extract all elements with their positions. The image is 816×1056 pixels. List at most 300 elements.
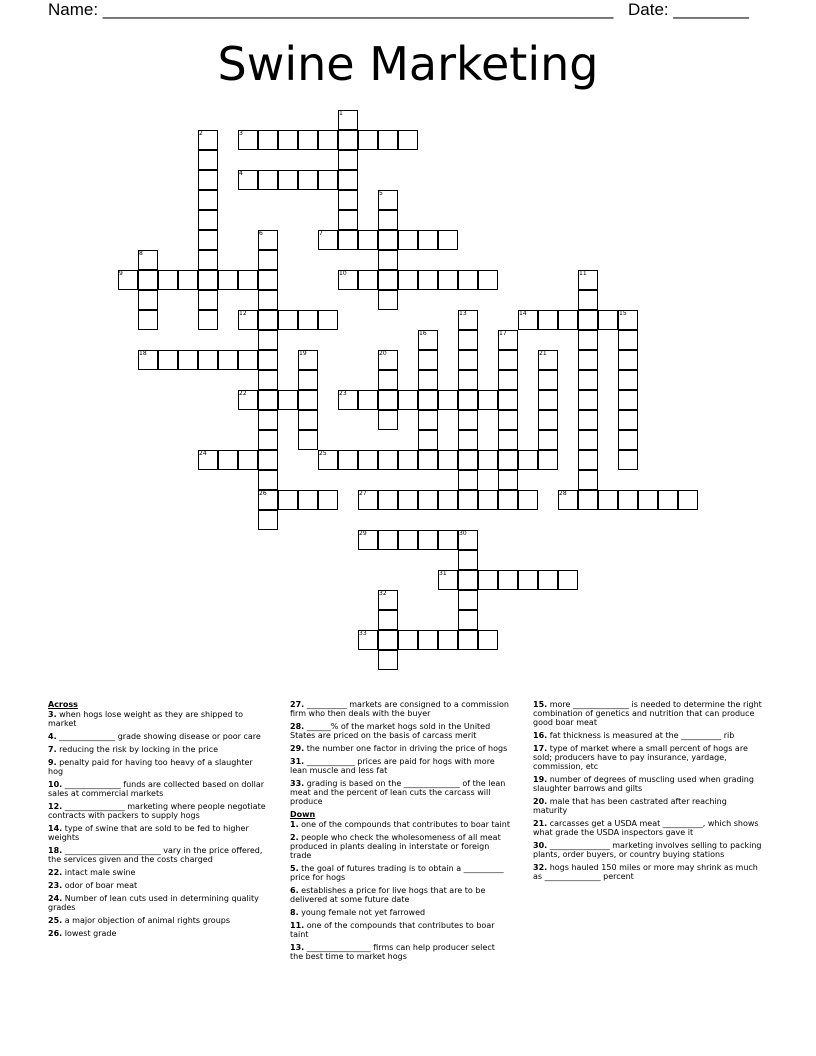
clue-item [533,700,763,727]
clue-number: 3 [239,130,243,137]
grid-cell[interactable] [238,450,258,470]
grid-cell[interactable] [318,130,338,150]
grid-cell[interactable] [438,270,458,290]
clue-number-label: 26. [48,929,63,938]
grid-cell[interactable] [378,290,398,310]
clue-text: ______________ funds are collected based on dollar sales at commercial markets [48,780,265,798]
clue-item [48,802,268,820]
grid-cell[interactable] [458,630,478,650]
grid-cell[interactable] [378,650,398,670]
clue-item [290,700,510,718]
clue-text: people who check the wholesomeness of all meat produced in plants dealing in interstate or foreign trade [290,833,501,860]
clue-item [48,929,268,938]
grid-cell[interactable] [478,630,498,650]
clue-text: hogs hauled 150 miles or more may shrink as much as ______________ percent [533,863,758,881]
grid-cell[interactable] [618,410,638,430]
clues-column-2 [290,700,510,965]
grid-cell[interactable] [358,270,378,290]
grid-cell[interactable] [418,370,438,390]
clue-number: 10 [339,270,347,277]
clue-number-label: 1. [290,820,299,829]
clue-text: fat thickness is measured at the __________ rib [549,731,735,740]
grid-cell[interactable] [338,230,358,250]
grid-cell[interactable] [578,330,598,350]
grid-cell[interactable] [258,350,278,370]
clue-text: Number of lean cuts used in determining quality grades [48,894,259,912]
grid-cell[interactable] [458,490,478,510]
grid-cell[interactable] [598,310,618,330]
clue-number-label: 3. [48,710,57,719]
grid-cell[interactable] [278,130,298,150]
grid-cell[interactable] [478,490,498,510]
grid-cell[interactable] [418,270,438,290]
clue-text: odor of boar meat [64,881,138,890]
grid-cell[interactable] [458,350,478,370]
grid-cell[interactable] [238,270,258,290]
grid-cell[interactable] [558,570,578,590]
grid-cell[interactable] [458,270,478,290]
clue-number: 15 [619,310,627,317]
grid-cell[interactable] [438,450,458,470]
clue-text: intact male swine [64,868,136,877]
clue-text: penalty paid for having too heavy of a slaughter hog [48,758,253,776]
grid-cell[interactable] [258,510,278,530]
grid-cell[interactable] [378,270,398,290]
grid-cell[interactable] [358,130,378,150]
grid-cell[interactable] [198,170,218,190]
clue-text: ______________ grade showing disease or poor care [59,732,261,741]
grid-cell[interactable] [258,450,278,470]
grid-cell[interactable] [198,270,218,290]
grid-cell[interactable] [198,230,218,250]
grid-cell[interactable] [538,310,558,330]
grid-cell[interactable] [198,310,218,330]
clue-number: 23 [339,390,347,397]
grid-cell[interactable] [258,170,278,190]
clue-text: ________________________ vary in the price offered, the services given and the costs charged [48,846,263,864]
clue-number: 17 [499,330,507,337]
clue-number: 1 [339,110,343,117]
grid-cell[interactable] [218,270,238,290]
clue-number: 32 [379,590,387,597]
grid-cell[interactable] [398,490,418,510]
clue-number-label: 17. [533,744,548,753]
clue-number: 27 [359,490,367,497]
grid-cell[interactable] [418,410,438,430]
clue-item [290,886,510,904]
grid-cell[interactable] [378,630,398,650]
grid-cell[interactable] [338,170,358,190]
clue-number: 33 [359,630,367,637]
clue-number-label: 2. [290,833,299,842]
grid-cell[interactable] [618,390,638,410]
grid-cell[interactable] [558,310,578,330]
grid-cell[interactable] [498,450,518,470]
grid-cell[interactable] [498,410,518,430]
grid-cell[interactable] [218,350,238,370]
clue-number-label: 29. [290,744,305,753]
grid-cell[interactable] [378,490,398,510]
clue-number-label: 32. [533,863,548,872]
grid-cell[interactable] [318,310,338,330]
clue-number: 16 [419,330,427,337]
grid-cell[interactable] [538,450,558,470]
clue-number-label: 27. [290,700,305,709]
clue-text: establishes a price for live hogs that are to be delivered at some future date [290,886,486,904]
grid-cell[interactable] [318,170,338,190]
grid-cell[interactable] [538,430,558,450]
grid-cell[interactable] [638,490,658,510]
grid-cell[interactable] [498,430,518,450]
clue-number-label: 5. [290,864,299,873]
grid-cell[interactable] [378,370,398,390]
grid-cell[interactable] [398,270,418,290]
grid-cell[interactable] [298,410,318,430]
grid-cell[interactable] [498,570,518,590]
grid-cell[interactable] [358,450,378,470]
clue-number: 2 [199,130,203,137]
grid-cell[interactable] [258,410,278,430]
clue-number-label: 14. [48,824,63,833]
grid-cell[interactable] [298,130,318,150]
clue-number: 24 [199,450,207,457]
grid-cell[interactable] [498,350,518,370]
grid-cell[interactable] [618,370,638,390]
grid-cell[interactable] [518,490,538,510]
clue-text: one of the compounds that contributes to boar taint [301,820,510,829]
grid-cell[interactable] [458,590,478,610]
clue-item [290,722,510,740]
grid-cell[interactable] [418,450,438,470]
grid-cell[interactable] [398,230,418,250]
grid-cell[interactable] [498,390,518,410]
grid-cell[interactable] [458,390,478,410]
grid-cell[interactable] [618,450,638,470]
grid-cell[interactable] [418,230,438,250]
clue-number: 21 [539,350,547,357]
grid-cell[interactable] [178,350,198,370]
grid-cell[interactable] [498,370,518,390]
clue-text: type of market where a small percent of hogs are sold; producers have to pay insurance, yardage, commission, etc [533,744,748,771]
grid-cell[interactable] [418,490,438,510]
clue-item [290,921,510,939]
clue-number: 25 [319,450,327,457]
clue-item [48,846,268,864]
clue-text: male that has been castrated after reaching maturity [533,797,727,815]
clue-number: 19 [299,350,307,357]
grid-cell[interactable] [458,550,478,570]
clue-item [48,758,268,776]
grid-cell[interactable] [578,350,598,370]
grid-cell[interactable] [198,210,218,230]
clue-item [533,841,763,859]
grid-cell[interactable] [298,390,318,410]
grid-cell[interactable] [278,310,298,330]
grid-cell[interactable] [158,350,178,370]
clue-item [290,908,510,917]
grid-cell[interactable] [298,430,318,450]
grid-cell[interactable] [298,170,318,190]
clue-number: 6 [259,230,263,237]
grid-cell[interactable] [278,390,298,410]
clue-number-label: 22. [48,868,63,877]
clue-text: _______________ marketing involves selling to packing plants, order buyers, or country buying stations [533,841,762,859]
grid-cell[interactable] [458,450,478,470]
grid-cell[interactable] [438,490,458,510]
grid-cell[interactable] [358,390,378,410]
grid-cell[interactable] [578,370,598,390]
clue-number: 12 [239,310,247,317]
grid-cell[interactable] [458,410,478,430]
clue-text: carcasses get a USDA meat __________, which shows what grade the USDA inspectors gave it [533,819,759,837]
down-heading: Down [290,810,316,819]
clue-number: 29 [359,530,367,537]
clue-item [48,881,268,890]
grid-cell[interactable] [458,430,478,450]
grid-cell[interactable] [298,310,318,330]
grid-cell[interactable] [258,390,278,410]
clue-text: when hogs lose weight as they are shipped to market [48,710,244,728]
clue-number-label: 13. [290,943,305,952]
grid-cell[interactable] [538,570,558,590]
page-title: Swine Marketing [217,37,599,91]
grid-cell[interactable] [258,330,278,350]
grid-cell[interactable] [578,310,598,330]
grid-cell[interactable] [458,610,478,630]
clue-text: __________ markets are consigned to a commission firm who then deals with the buyer [290,700,509,718]
grid-cell[interactable] [178,270,198,290]
clue-number-label: 16. [533,731,548,740]
grid-cell[interactable] [438,390,458,410]
grid-cell[interactable] [478,450,498,470]
grid-cell[interactable] [498,490,518,510]
grid-cell[interactable] [578,410,598,430]
clue-number-label: 15. [533,700,548,709]
clue-text: the goal of futures trading is to obtain a __________ price for hogs [290,864,504,882]
grid-cell[interactable] [318,490,338,510]
grid-cell[interactable] [398,530,418,550]
grid-cell[interactable] [338,190,358,210]
grid-cell[interactable] [578,470,598,490]
grid-cell[interactable] [478,570,498,590]
grid-cell[interactable] [378,210,398,230]
clue-number-label: 12. [48,802,63,811]
clue-text: the number one factor in driving the price of hogs [306,744,508,753]
grid-cell[interactable] [618,350,638,370]
grid-cell[interactable] [458,570,478,590]
clue-text: reducing the risk by locking in the price [59,745,219,754]
grid-cell[interactable] [658,490,678,510]
clues-column-3 [533,700,763,885]
clue-number-label: 10. [48,780,63,789]
clue-item [533,744,763,771]
clue-number-label: 31. [290,757,305,766]
clue-item [290,820,510,829]
grid-cell[interactable] [518,450,538,470]
grid-cell[interactable] [258,250,278,270]
grid-cell[interactable] [378,410,398,430]
clue-number: 18 [139,350,147,357]
grid-cell[interactable] [138,290,158,310]
clue-number: 11 [579,270,587,277]
grid-cell[interactable] [378,450,398,470]
grid-cell[interactable] [478,270,498,290]
clue-number: 26 [259,490,267,497]
clue-number-label: 28. [290,722,305,731]
clue-number-label: 23. [48,881,63,890]
grid-cell[interactable] [418,390,438,410]
clue-text: number of degrees of muscling used when grading slaughter barrows and gilts [533,775,754,793]
clue-item [533,819,763,837]
clue-number: 28 [559,490,567,497]
grid-cell[interactable] [198,350,218,370]
clue-number: 5 [379,190,383,197]
clue-item [48,780,268,798]
grid-cell[interactable] [198,250,218,270]
clue-item [48,868,268,877]
grid-cell[interactable] [198,290,218,310]
grid-cell[interactable] [378,250,398,270]
clue-item [290,864,510,882]
clue-number-label: 30. [533,841,548,850]
grid-cell[interactable] [518,570,538,590]
grid-cell[interactable] [538,410,558,430]
grid-cell[interactable] [218,450,238,470]
clue-number-label: 25. [48,916,63,925]
grid-cell[interactable] [198,150,218,170]
clue-number-label: 11. [290,921,305,930]
grid-cell[interactable] [198,190,218,210]
clue-number: 8 [139,250,143,257]
grid-cell[interactable] [298,370,318,390]
grid-cell[interactable] [398,130,418,150]
clue-number: 30 [459,530,467,537]
grid-cell[interactable] [358,230,378,250]
clue-number: 14 [519,310,527,317]
grid-cell[interactable] [138,270,158,290]
grid-cell[interactable] [538,370,558,390]
grid-cell[interactable] [398,630,418,650]
grid-cell[interactable] [238,350,258,370]
grid-cell[interactable] [138,310,158,330]
clue-text: lowest grade [64,929,117,938]
grid-cell[interactable] [458,330,478,350]
clue-item [48,894,268,912]
grid-cell[interactable] [258,430,278,450]
grid-cell[interactable] [378,230,398,250]
grid-cell[interactable] [418,350,438,370]
grid-cell[interactable] [618,490,638,510]
clue-number-label: 18. [48,846,63,855]
clue-text: one of the compounds that contributes to boar taint [290,921,495,939]
grid-cell[interactable] [258,270,278,290]
clue-item [533,731,763,740]
grid-cell[interactable] [158,270,178,290]
grid-cell[interactable] [258,130,278,150]
clue-text: ________________ firms can help producer select the best time to market hogs [290,943,495,961]
clue-number: 22 [239,390,247,397]
grid-cell[interactable] [258,310,278,330]
grid-cell[interactable] [578,450,598,470]
grid-cell[interactable] [378,130,398,150]
grid-cell[interactable] [618,330,638,350]
clue-text: more ______________ is needed to determine the right combination of genetics and nutrition that can produce good boar meat [533,700,762,727]
clue-text: a major objection of animal rights groups [64,916,231,925]
grid-cell[interactable] [478,390,498,410]
clue-number-label: 6. [290,886,299,895]
grid-cell[interactable] [438,230,458,250]
grid-cell[interactable] [498,470,518,490]
clue-item [533,797,763,815]
grid-cell[interactable] [258,290,278,310]
clues-column-1 [48,700,268,942]
across-heading: Across [48,700,78,709]
grid-cell[interactable] [278,490,298,510]
clue-text: young female not yet farrowed [301,908,426,917]
grid-cell[interactable] [278,170,298,190]
clue-item [290,744,510,753]
name-field[interactable]: Name: ______________________________________________________ [48,0,614,19]
grid-cell[interactable] [378,530,398,550]
grid-cell[interactable] [578,390,598,410]
clue-number-label: 24. [48,894,63,903]
clue-item [48,732,268,741]
grid-cell[interactable] [338,450,358,470]
date-field[interactable]: Date: ________ [628,0,749,19]
grid-cell[interactable] [578,430,598,450]
grid-cell[interactable] [258,470,278,490]
grid-cell[interactable] [418,630,438,650]
grid-cell[interactable] [338,130,358,150]
clue-item [290,779,510,806]
grid-cell[interactable] [258,370,278,390]
grid-cell[interactable] [458,370,478,390]
grid-cell[interactable] [418,430,438,450]
grid-cell[interactable] [578,490,598,510]
grid-cell[interactable] [438,630,458,650]
grid-cell[interactable] [398,390,418,410]
clue-number-label: 20. [533,797,548,806]
grid-cell[interactable] [298,490,318,510]
clue-number: 9 [119,270,123,277]
grid-cell[interactable] [578,290,598,310]
clue-number-label: 21. [533,819,548,828]
grid-cell[interactable] [598,490,618,510]
clue-item [48,916,268,925]
clue-number-label: 7. [48,745,57,754]
grid-cell[interactable] [418,530,438,550]
clue-text: ____________ prices are paid for hogs with more lean muscle and less fat [290,757,495,775]
grid-cell[interactable] [618,430,638,450]
clue-number: 20 [379,350,387,357]
clue-text: grading is based on the ______________ of the lean meat and the percent of lean cuts the carcass will produce [290,779,506,806]
clue-item [290,943,510,961]
clue-number-label: 9. [48,758,57,767]
grid-cell[interactable] [338,150,358,170]
clue-number: 4 [239,170,243,177]
clue-item [48,824,268,842]
clue-text: _______________ marketing where people negotiate contracts with packers to supply hogs [48,802,266,820]
grid-cell[interactable] [378,390,398,410]
grid-cell[interactable] [378,610,398,630]
grid-cell[interactable] [538,390,558,410]
clue-number: 13 [459,310,467,317]
grid-cell[interactable] [398,450,418,470]
grid-cell[interactable] [678,490,698,510]
grid-cell[interactable] [438,530,458,550]
grid-cell[interactable] [458,470,478,490]
grid-cell[interactable] [338,210,358,230]
